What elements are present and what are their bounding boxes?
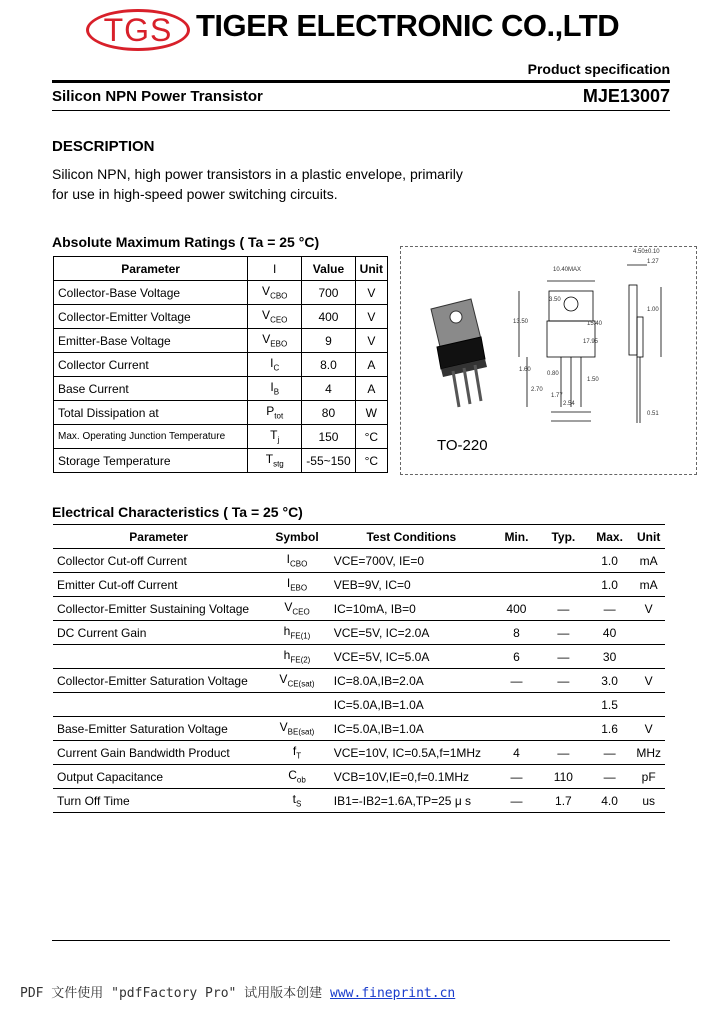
amr-header-row: [54, 257, 388, 281]
unit-cell: [632, 645, 665, 669]
typ-cell: [540, 693, 587, 717]
symbol-subscript: B: [273, 387, 280, 397]
amr-col-header: Unit: [355, 257, 387, 281]
unit-cell: pF: [632, 765, 665, 789]
ec-row: [53, 669, 665, 693]
dimension-label: 1.60: [519, 367, 531, 373]
symbol-cell: $C_{ob}$: [264, 765, 329, 789]
dimension-label: 0.80: [547, 371, 559, 377]
condition-cell: VCE=10V, IC=0.5A,f=1MHz: [330, 741, 493, 765]
ec-col-header: Min.: [493, 525, 540, 549]
parameter-cell: Output Capacitance: [53, 765, 264, 789]
description-text: [52, 164, 522, 204]
condition-cell: IC=5.0A,IB=1.0A: [330, 717, 493, 741]
condition-cell: VCE=5V, IC=2.0A: [330, 621, 493, 645]
amr-row: [54, 353, 388, 377]
dimension-label: 10.40MAX: [553, 267, 582, 273]
ec-header-row: [53, 525, 665, 549]
symbol-cell: $I_{EBO}$: [264, 573, 329, 597]
typ-cell: —: [540, 741, 587, 765]
condition-cell: VCB=10V,IE=0,f=0.1MHz: [330, 765, 493, 789]
ec-row: [53, 717, 665, 741]
parameter-cell: Collector-Emitter Saturation Voltage: [53, 669, 264, 693]
min-cell: 6: [493, 645, 540, 669]
value-cell: 400: [302, 305, 355, 329]
dimension-label: 4.50±0.10: [633, 249, 660, 255]
parameter-cell: Base-Emitter Saturation Voltage: [53, 717, 264, 741]
amr-row: [54, 305, 388, 329]
typ-cell: [540, 549, 587, 573]
parameter-cell: Collector Current: [54, 353, 248, 377]
package-3d-icon: [431, 299, 487, 407]
pdf-footer: [20, 982, 455, 1001]
dimension-label: 2.70: [531, 387, 543, 393]
typ-cell: —: [540, 621, 587, 645]
max-cell: 4.0: [587, 789, 633, 813]
symbol-subscript: j: [277, 435, 280, 445]
unit-cell: mA: [632, 549, 665, 573]
parameter-cell: Current Gain Bandwidth Product: [53, 741, 264, 765]
min-cell: 8: [493, 621, 540, 645]
unit-cell: V: [632, 669, 665, 693]
amr-col-header: Value: [302, 257, 355, 281]
dimension-label: 3.50: [549, 297, 561, 303]
typ-cell: [540, 717, 587, 741]
symbol-subscript: FE(2): [290, 655, 311, 665]
min-cell: —: [493, 669, 540, 693]
package-drawing-frame: [400, 246, 697, 475]
footer-text: PDF 文件使用 "pdfFactory Pro" 试用版本创建: [20, 986, 331, 1001]
ec-row: [53, 693, 665, 717]
symbol-subscript: tot: [274, 411, 284, 421]
parameter-cell: DC Current Gain: [53, 621, 264, 645]
symbol-subscript: stg: [273, 459, 284, 469]
max-cell: —: [587, 765, 633, 789]
ec-table: [53, 524, 665, 813]
symbol-subscript: EBO: [270, 339, 288, 349]
symbol-cell: $h_{FE(1)}$: [264, 621, 329, 645]
symbol-subscript: CBO: [290, 559, 308, 569]
parameter-cell: Collector Cut-off Current: [53, 549, 264, 573]
min-cell: [493, 549, 540, 573]
unit-cell: A: [355, 377, 387, 401]
company-name: TIGER ELECTRONIC CO.,LTD: [196, 8, 620, 43]
symbol-subscript: T: [296, 751, 302, 761]
value-cell: 80: [302, 401, 355, 425]
parameter-cell: Collector-Base Voltage: [54, 281, 248, 305]
symbol-cell: $T_j$: [248, 425, 302, 449]
amr-row: [54, 449, 388, 473]
symbol-subscript: BE(sat): [287, 727, 315, 737]
typ-cell: —: [540, 597, 587, 621]
ec-col-header: Max.: [587, 525, 633, 549]
symbol-cell: $P_{tot}$: [248, 401, 302, 425]
dimension-label: 1.50: [587, 377, 599, 383]
unit-cell: V: [355, 281, 387, 305]
unit-cell: V: [355, 305, 387, 329]
typ-cell: 110: [540, 765, 587, 789]
typ-cell: [540, 573, 587, 597]
unit-cell: [632, 621, 665, 645]
parameter-cell: Max. Operating Junction Temperature: [54, 425, 248, 449]
amr-col-header: Parameter: [54, 257, 248, 281]
ec-row: [53, 765, 665, 789]
parameter-cell: Emitter-Base Voltage: [54, 329, 248, 353]
typ-cell: —: [540, 669, 587, 693]
amr-row: [54, 329, 388, 353]
symbol-cell: $I_C$: [248, 353, 302, 377]
unit-cell: °C: [355, 449, 387, 473]
symbol-cell: $f_T$: [264, 741, 329, 765]
value-cell: 8.0: [302, 353, 355, 377]
header-rule: [52, 80, 670, 83]
unit-cell: °C: [355, 425, 387, 449]
condition-cell: VCE=5V, IC=5.0A: [330, 645, 493, 669]
condition-cell: IC=5.0A,IB=1.0A: [330, 693, 493, 717]
ec-heading: Electrical Characteristics ( Ta = 25 °C): [52, 504, 303, 520]
footer-link[interactable]: www.fineprint.cn: [330, 986, 456, 1001]
unit-cell: us: [632, 789, 665, 813]
condition-cell: IB1=-IB2=1.6A,TP=25 μ s: [330, 789, 493, 813]
symbol-cell: $V_{EBO}$: [248, 329, 302, 353]
condition-cell: IC=10mA, IB=0: [330, 597, 493, 621]
amr-row: [54, 401, 388, 425]
unit-cell: V: [355, 329, 387, 353]
unit-cell: W: [355, 401, 387, 425]
condition-cell: VEB=9V, IC=0: [330, 573, 493, 597]
max-cell: 1.0: [587, 573, 633, 597]
parameter-cell: Base Current: [54, 377, 248, 401]
dimension-label: 1.00: [647, 307, 659, 313]
max-cell: 30: [587, 645, 633, 669]
max-cell: —: [587, 741, 633, 765]
logo-text: TGS: [103, 12, 173, 48]
part-number: MJE13007: [582, 86, 670, 106]
dimension-label: 13.50: [513, 319, 529, 325]
value-cell: 700: [302, 281, 355, 305]
dimension-label: 17.95: [583, 339, 599, 345]
amr-row: [54, 281, 388, 305]
ec-col-header: Typ.: [540, 525, 587, 549]
min-cell: 400: [493, 597, 540, 621]
parameter-cell: Total Dissipation at: [54, 401, 248, 425]
ec-row: [53, 621, 665, 645]
parameter-cell: [53, 693, 264, 717]
symbol-cell: $V_{CBO}$: [248, 281, 302, 305]
max-cell: —: [587, 597, 633, 621]
condition-cell: IC=8.0A,IB=2.0A: [330, 669, 493, 693]
ec-col-header: Test Conditions: [330, 525, 493, 549]
description-heading: DESCRIPTION: [52, 138, 155, 155]
ec-row: [53, 789, 665, 813]
max-cell: 1.6: [587, 717, 633, 741]
description-line: Silicon NPN, high power transistors in a plastic envelope, primarily: [52, 166, 463, 182]
parameter-cell: [53, 645, 264, 669]
parameter-cell: Collector-Emitter Voltage: [54, 305, 248, 329]
dimension-label: 2.54: [563, 401, 575, 407]
symbol-cell: $I_{CBO}$: [264, 549, 329, 573]
dimension-label: 1.27: [647, 259, 659, 265]
package-side-view: [627, 265, 661, 423]
symbol-cell: $h_{FE(2)}$: [264, 645, 329, 669]
product-specification-label: Product specification: [527, 61, 670, 77]
symbol-subscript: CEO: [270, 315, 288, 325]
symbol-subscript: S: [296, 799, 302, 809]
symbol-subscript: EBO: [290, 583, 308, 593]
title-rule: [52, 110, 670, 111]
document-title: Silicon NPN Power Transistor: [52, 88, 263, 105]
symbol-cell: $V_{BE(sat)}$: [264, 717, 329, 741]
amr-row: [54, 377, 388, 401]
symbol-cell: $t_S$: [264, 789, 329, 813]
ec-row: [53, 741, 665, 765]
package-label: TO-220: [437, 437, 488, 454]
amr-row: [54, 425, 388, 449]
parameter-cell: Turn Off Time: [53, 789, 264, 813]
ec-row: [53, 597, 665, 621]
min-cell: [493, 573, 540, 597]
symbol-subscript: C: [273, 363, 280, 373]
max-cell: 1.5: [587, 693, 633, 717]
parameter-cell: Collector-Emitter Sustaining Voltage: [53, 597, 264, 621]
typ-cell: —: [540, 645, 587, 669]
symbol-subscript: ob: [296, 775, 306, 785]
dimension-label: 15.40: [587, 321, 603, 327]
symbol-cell: $T_{stg}$: [248, 449, 302, 473]
description-line: for use in high-speed power switching circuits.: [52, 186, 338, 202]
value-cell: 150: [302, 425, 355, 449]
min-cell: [493, 717, 540, 741]
company-logo: [86, 9, 190, 51]
max-cell: 3.0: [587, 669, 633, 693]
symbol-cell: $V_{CE(sat)}$: [264, 669, 329, 693]
min-cell: —: [493, 789, 540, 813]
dimension-label: 1.77: [551, 393, 563, 399]
min-cell: —: [493, 765, 540, 789]
value-cell: 9: [302, 329, 355, 353]
condition-cell: VCE=700V, IE=0: [330, 549, 493, 573]
ec-row: [53, 573, 665, 597]
unit-cell: V: [632, 597, 665, 621]
symbol-subscript: CE(sat): [287, 679, 315, 689]
amr-heading: Absolute Maximum Ratings ( Ta = 25 °C): [52, 234, 320, 250]
footer-rule: [52, 940, 670, 941]
symbol-cell: $I_B$: [248, 377, 302, 401]
symbol-subscript: CEO: [292, 607, 310, 617]
unit-cell: [632, 693, 665, 717]
ec-col-header: Unit: [632, 525, 665, 549]
max-cell: 1.0: [587, 549, 633, 573]
ec-col-header: Symbol: [264, 525, 329, 549]
dimension-label: 0.51: [647, 411, 659, 417]
value-cell: -55~150: [302, 449, 355, 473]
value-cell: 4: [302, 377, 355, 401]
ec-row: [53, 549, 665, 573]
ec-col-header: Parameter: [53, 525, 264, 549]
unit-cell: mA: [632, 573, 665, 597]
unit-cell: MHz: [632, 741, 665, 765]
typ-cell: 1.7: [540, 789, 587, 813]
parameter-cell: Storage Temperature: [54, 449, 248, 473]
symbol-cell: [264, 693, 329, 717]
max-cell: 40: [587, 621, 633, 645]
amr-col-header: I: [248, 257, 302, 281]
min-cell: 4: [493, 741, 540, 765]
symbol-cell: $V_{CEO}$: [248, 305, 302, 329]
unit-cell: A: [355, 353, 387, 377]
amr-table: [53, 256, 388, 473]
unit-cell: V: [632, 717, 665, 741]
symbol-subscript: CBO: [270, 291, 288, 301]
min-cell: [493, 693, 540, 717]
ec-row: [53, 645, 665, 669]
symbol-cell: $V_{CEO}$: [264, 597, 329, 621]
parameter-cell: Emitter Cut-off Current: [53, 573, 264, 597]
symbol-subscript: FE(1): [290, 631, 311, 641]
